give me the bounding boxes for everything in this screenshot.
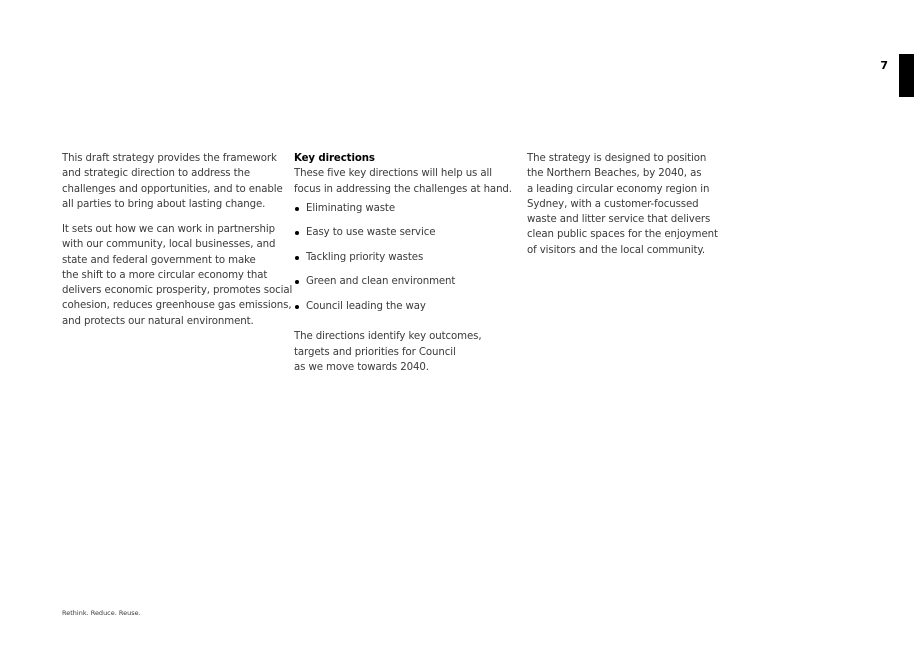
key-directions-list (294, 201, 509, 324)
key-directions-heading: Key directions (294, 153, 375, 164)
page-tab-marker (899, 54, 914, 97)
text-line: delivers economic prosperity, promotes social (62, 285, 293, 296)
text-line: These five key directions will help us all (294, 168, 493, 180)
text-line: clean public spaces for the enjoyment (527, 229, 718, 241)
text-line: challenges and opportunities, and to enable (62, 183, 283, 195)
text-line: a leading circular economy region in (527, 183, 710, 195)
intro-paragraph-1 (62, 151, 282, 212)
text-line: as we move towards 2040. (294, 361, 429, 373)
text-line: waste and litter service that delivers (527, 214, 711, 225)
text-line: the shift to a more circular economy that (62, 269, 268, 281)
direction-item: Easy to use waste service (294, 225, 509, 250)
text-line: and strategic direction to address the (62, 168, 251, 180)
column-vision (527, 151, 718, 258)
text-line: with our community, local businesses, and (62, 239, 276, 251)
footer-tagline: Rethink. Reduce. Reuse. (62, 609, 141, 617)
text-line: This draft strategy provides the framework (62, 153, 277, 164)
text-line: The strategy is designed to position (527, 153, 707, 164)
direction-item: Council leading the way (294, 299, 509, 324)
page-number: 7 (880, 59, 888, 72)
text-line: It sets out how we can work in partnership (62, 224, 275, 235)
key-directions-outro (294, 329, 509, 375)
direction-item: Tackling priority wastes (294, 250, 509, 275)
key-directions-intro (294, 166, 512, 197)
column-intro (62, 151, 293, 329)
text-line: The directions identify key outcomes, (294, 331, 482, 343)
text-line: focus in addressing the challenges at hand. (294, 183, 512, 195)
text-line: state and federal government to make (62, 254, 256, 266)
intro-paragraph-2 (62, 222, 293, 329)
column-key-directions (294, 151, 512, 375)
text-line: all parties to bring about lasting change. (62, 198, 266, 210)
text-line: Sydney, with a customer-focussed (527, 198, 699, 210)
text-line: the Northern Beaches, by 2040, as (527, 168, 702, 180)
text-line: cohesion, reduces greenhouse gas emissions, (62, 300, 292, 312)
vision-paragraph (527, 151, 718, 258)
text-line: and protects our natural environment. (62, 315, 254, 327)
direction-item: Eliminating waste (294, 201, 509, 226)
direction-item: Green and clean environment (294, 274, 509, 299)
text-line: targets and priorities for Council (294, 346, 456, 358)
text-line: of visitors and the local community. (527, 244, 705, 256)
